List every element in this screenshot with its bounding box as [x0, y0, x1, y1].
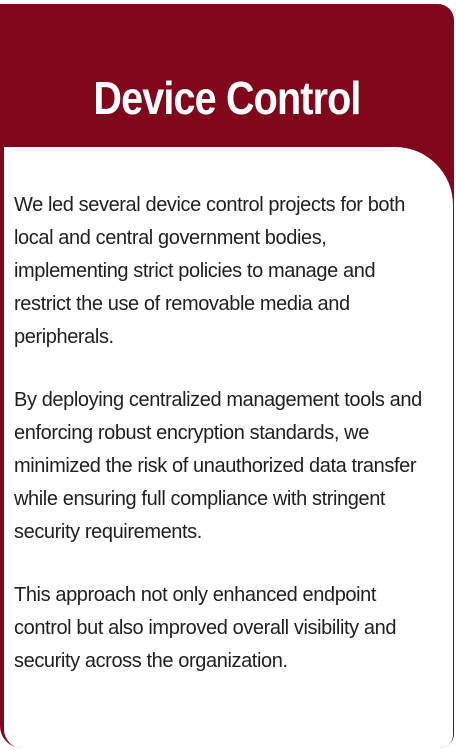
card-paragraph-3: This approach not only enhanced endpoint control but also improved overall visibility and security across the organization. — [14, 584, 397, 672]
device-control-card — [0, 4, 454, 748]
card-paragraph-1: We led several device control projects for both local and central government bodies, implementing strict policies to manage and restrict the use of removable media and peripherals. — [14, 194, 406, 348]
card-paragraph-2: By deploying centralized management tools and enforcing robust encryption standards, we minimized the risk of unauthorized data transfer while ensuring full compliance with stringent security requirements. — [14, 389, 422, 543]
card-title: Device Control — [93, 72, 361, 124]
card-body — [4, 147, 453, 748]
